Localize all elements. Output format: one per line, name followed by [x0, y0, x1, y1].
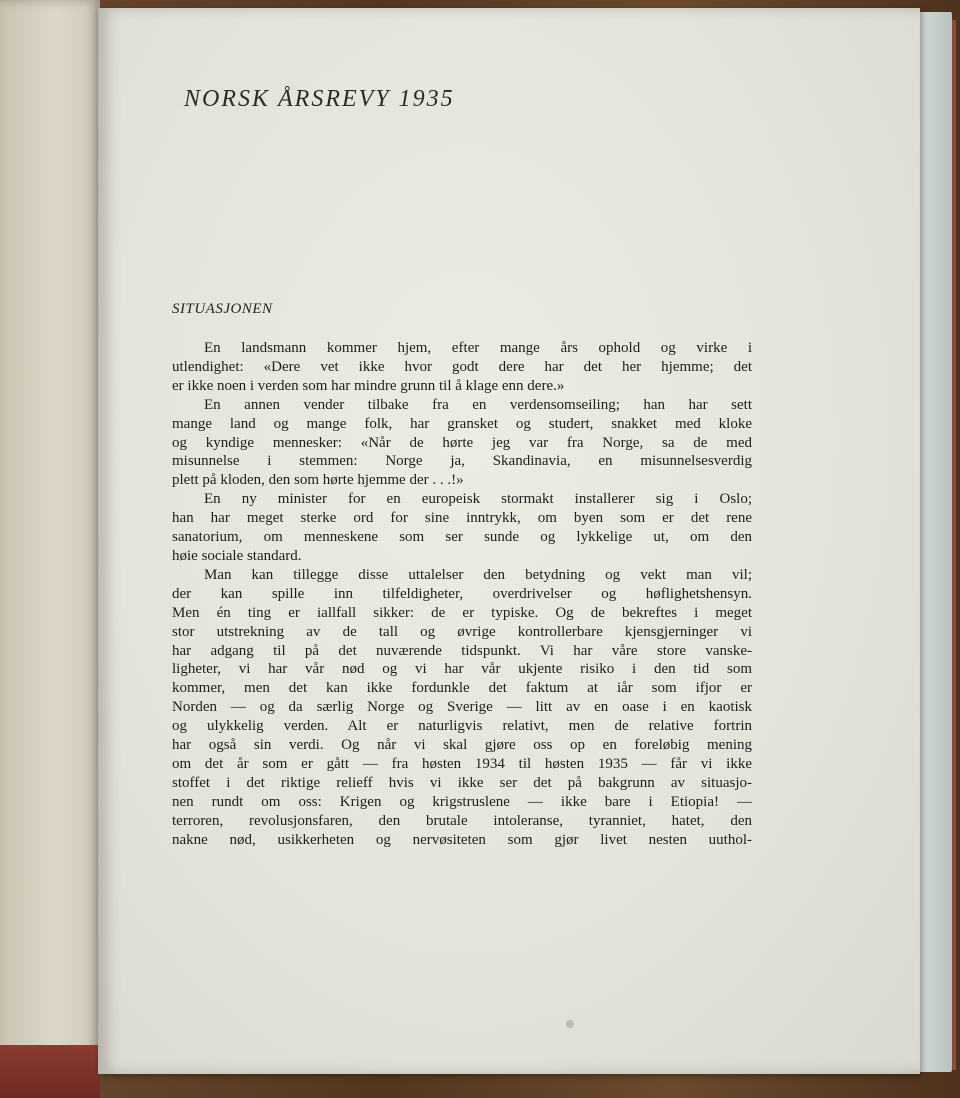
text-line: der kan spille inn tilfeldigheter, overdrivelser og høflighetshensyn.: [172, 585, 752, 602]
text-line: terroren, revolusjonsfaren, den brutale intoleranse, tyranniet, hatet, den: [172, 812, 752, 829]
text-line: er ikke noen i verden som har mindre grunn til å klage enn dere.»: [172, 377, 565, 394]
text-line: han har meget sterke ord for sine inntrykk, om byen som er det rene: [172, 510, 752, 527]
text-line: om det år som er gått — fra høsten 1934 til høsten 1935 — får vi ikke: [172, 755, 752, 772]
text-line: stoffet i det riktige relieff hvis vi ikke ser det på bakgrunn av situasjo-: [172, 774, 752, 791]
text-line: nakne nød, usikkerheten og nervøsiteten som gjør livet nesten uuthol-: [172, 831, 752, 848]
text-line: og ulykkelig verden. Alt er naturligvis relativt, men de relative fortrin: [172, 718, 752, 735]
text-line: Man kan tillegge disse uttalelser den betydning og vekt man vil;: [204, 566, 752, 583]
text-line: stor utstrekning av de tall og øvrige kontrollerbare kjensgjerninger vi: [172, 623, 752, 640]
section-heading: SITUASJONEN: [172, 301, 273, 317]
page-smudge: [566, 1020, 574, 1028]
text-line: En landsmann kommer hjem, efter mange års ophold og virke i: [204, 340, 752, 356]
text-line: kommer, men det kan ikke fordunkle det faktum at iår som ifjor er: [172, 680, 752, 697]
text-line: har adgang til på det nuværende tidspunkt. Vi har våre store vanske-: [172, 642, 752, 659]
text-line: utlendighet: «Dere vet ikke hvor godt dere har det her hjemme; det: [172, 358, 752, 375]
text-line: og kyndige mennesker: «Når de hørte jeg var fra Norge, sa de med: [172, 434, 752, 451]
text-line: ligheter, vi har vår nød og vi har vår ukjente risiko i den tid som: [172, 661, 752, 678]
text-line: En annen vender tilbake fra en verdensomseiling; han har sett: [204, 396, 752, 413]
text-line: misunnelse i stemmen: Norge ja, Skandinavia, en misunnelsesverdig: [172, 453, 752, 470]
text-line: Norden — og da særlig Norge og Sverige — litt av en oase i en kaotisk: [172, 699, 752, 716]
running-title: NORSK ÅRSREVY 1935: [184, 86, 455, 112]
left-facing-page: [0, 0, 100, 1098]
text-line: høie sociale standard.: [172, 547, 302, 564]
cover-edge: [0, 1045, 100, 1098]
body-text: [172, 339, 752, 849]
text-line: plett på kloden, den som hørte hjemme der . . .!»: [172, 472, 464, 489]
text-line: En ny minister for en europeisk stormakt installerer sig i Oslo;: [204, 491, 752, 508]
text-line: Men én ting er iallfall sikker: de er typiske. Og de bekreftes i meget: [172, 604, 752, 621]
text-line: sanatorium, om menneskene som ser sunde og lykkelige ut, om den: [172, 529, 752, 546]
text-line: har også sin verdi. Og når vi skal gjøre oss op en foreløbig mening: [172, 737, 752, 754]
text-line: mange land og mange folk, har gransket og studert, snakket med kloke: [172, 415, 752, 432]
text-line: nen rundt om oss: Krigen og krigstruslene — ikke bare i Etiopia! —: [172, 793, 752, 810]
